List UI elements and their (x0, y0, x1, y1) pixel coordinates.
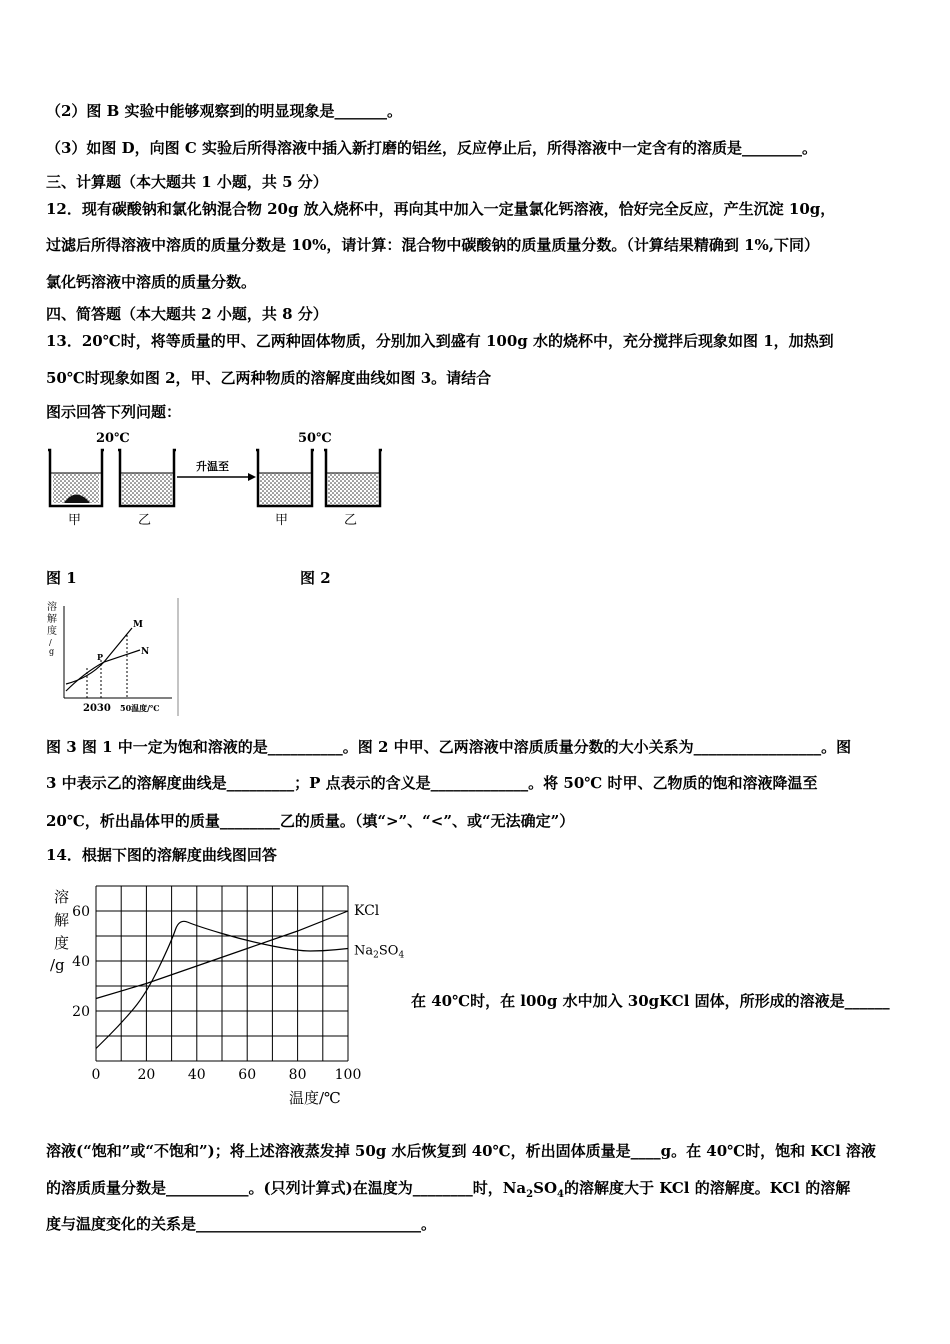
question-13-line3: 图示回答下列问题： (46, 403, 182, 421)
question-14-line1: 溶液(“饱和”或“不饱和”)；将上述溶液蒸发掉 50g 水后恢复到 40℃，析出固体质量是____g。在 40℃时，饱和 KCl 溶液 (46, 1142, 876, 1160)
question-13-line6: 20℃，析出晶体甲的质量________乙的质量。（填“>”、“<”、或“无法确定”） (46, 812, 575, 830)
beaker-jia-20c (48, 450, 104, 506)
section-3-heading: 三、计算题（本大题共 1 小题，共 5 分） (46, 173, 328, 191)
beaker-label-jia-2: 甲 (275, 513, 289, 528)
y-tick-label: 40 (72, 954, 90, 970)
arrow-label: 升温至 (196, 460, 229, 473)
question-13-line1: 13．20℃时，将等质量的甲、乙两种固体物质，分别加入到盛有 100g 水的烧杯中，充分搅拌后现象如图 1，加热到 (46, 332, 834, 350)
curve-m-label: M (133, 620, 143, 630)
kcl-series-label: KCl (354, 903, 380, 919)
fig3-ylabel-5: g (49, 647, 55, 656)
beaker-figure (40, 428, 400, 530)
y-tick-label: 20 (72, 1004, 90, 1020)
x-tick-label: 100 (334, 1067, 362, 1083)
x-tick-label: 0 (91, 1067, 101, 1083)
question-13-line4: 图 3 图 1 中一定为饱和溶液的是__________。图 2 中甲、乙两溶液中溶质质量分数的大小关系为_________________。图 (46, 738, 852, 756)
q14b-sub2: 4 (557, 1189, 564, 1200)
x-tick-label: 20 (137, 1067, 156, 1083)
question-14-line3: 度与温度变化的关系是______________________________。 (46, 1215, 437, 1233)
question-14-line2 (46, 1177, 850, 1200)
temp-20c-label: 20℃ (96, 431, 130, 446)
fig3-x-ticks: 2030 (83, 703, 111, 714)
x-tick-label: 80 (288, 1067, 307, 1083)
y-axis-label-char: 度 (54, 934, 70, 952)
q14b-part1: 的溶质质量分数是___________。(只列计算式)在温度为________时，Na (46, 1179, 527, 1197)
x-tick-label: 60 (238, 1067, 257, 1083)
q14b-part2: SO (533, 1179, 558, 1197)
heating-arrow (177, 459, 256, 481)
fig3-ylabel-2: 解 (47, 614, 57, 625)
kcl-na2so4-solubility-chart (44, 878, 414, 1110)
question-13-line5: 3 中表示乙的溶解度曲线是_________；P 点表示的含义是_____________。将 50℃ 时甲、乙物质的饱和溶液降温至 (46, 774, 818, 792)
q14b-part3: 的溶解度大于 KCl 的溶解度。KCl 的溶解 (563, 1179, 851, 1197)
curve-n-label: N (141, 647, 150, 657)
beaker-label-yi-1: 乙 (138, 513, 152, 528)
q14b-sub1: 2 (526, 1189, 534, 1200)
x-tick-label: 40 (187, 1067, 206, 1083)
question-12-line2: 过滤后所得溶液中溶质的质量分数是 10%，请计算：混合物中碳酸钠的质量质量分数。（计算结果精确到 1%,下同） (46, 236, 819, 254)
temp-50c-label: 50℃ (298, 431, 332, 446)
figure-3-solubility-curve (44, 598, 184, 718)
y-axis-label-char: 溶 (54, 888, 70, 906)
y-tick-label: 60 (72, 904, 90, 920)
point-p-label: P (97, 652, 104, 662)
na2so4-series-label: $Na_2SO_4$ (354, 943, 405, 961)
fig3-ylabel-1: 溶 (47, 602, 57, 613)
fig3-ylabel-3: 度 (47, 626, 57, 637)
figure-2-label: 图 2 (300, 569, 331, 587)
fig3-ylabel-4: / (49, 638, 52, 647)
question-13-line2: 50℃时现象如图 2，甲、乙两种物质的溶解度曲线如图 3。请结合 (46, 369, 492, 387)
fig3-x-tick2: 50温度/℃ (120, 703, 160, 713)
question-12-line3: 氯化钙溶液中溶质的质量分数。 (46, 273, 257, 291)
figure-1-label: 图 1 (46, 569, 77, 587)
question-12-line1: 12．现有碳酸钠和氯化钠混合物 20g 放入烧杯中，再向其中加入一定量氯化钙溶液，恰好完全反应，产生沉淀 10g， (46, 200, 836, 218)
beaker-yi-20c (118, 450, 176, 506)
y-axis-label-char: /g (50, 956, 65, 974)
beaker-yi-50c (324, 450, 382, 506)
beaker-jia-50c (256, 450, 314, 506)
y-axis-label-char: 解 (54, 911, 70, 929)
question-3: （3）如图 D，向图 C 实验后所得溶液中插入新打磨的铝丝，反应停止后，所得溶液中一定含有的溶质是________。 (46, 139, 818, 157)
section-4-heading: 四、简答题（本大题共 2 小题，共 8 分） (46, 305, 328, 323)
beaker-label-jia-1: 甲 (68, 513, 82, 528)
question-2: （2）图 B 实验中能够观察到的明显现象是_______。 (46, 102, 403, 120)
x-axis-label: 温度/℃ (289, 1089, 341, 1107)
question-14-side-text: 在 40℃时，在 l00g 水中加入 30gKCl 固体，所形成的溶液是______ (411, 992, 890, 1010)
question-14-heading: 14．根据下图的溶解度曲线图回答 (46, 846, 277, 864)
beaker-label-yi-2: 乙 (344, 513, 358, 528)
